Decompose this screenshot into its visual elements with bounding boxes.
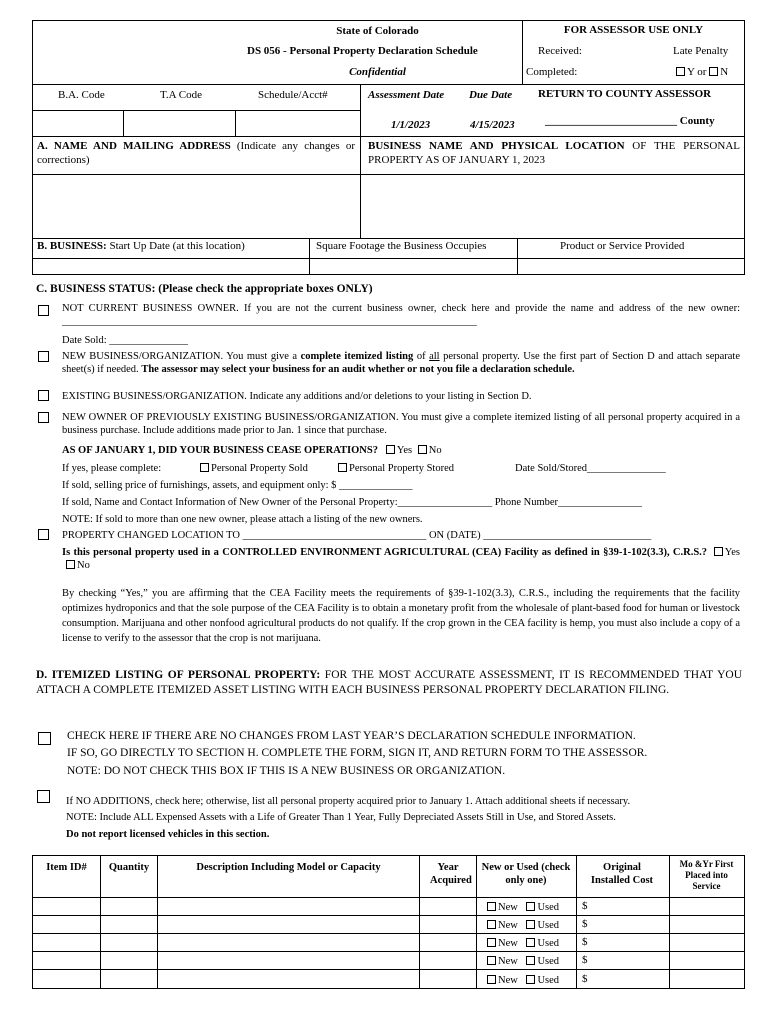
new-checkbox[interactable]	[487, 956, 496, 965]
cea-yes-checkbox[interactable]	[714, 547, 723, 556]
no-additions-checkbox[interactable]	[37, 790, 50, 803]
used-checkbox[interactable]	[526, 975, 535, 984]
start-up-date-field[interactable]	[33, 259, 308, 273]
used-checkbox[interactable]	[526, 920, 535, 929]
used-checkbox[interactable]	[526, 938, 535, 947]
return-to-label: RETURN TO COUNTY ASSESSOR	[538, 88, 712, 100]
property-changed-checkbox[interactable]	[38, 529, 49, 540]
product-service-label: Product or Service Provided	[560, 240, 685, 252]
not-current-owner-checkbox[interactable]	[38, 305, 49, 316]
cease-no-checkbox[interactable]	[418, 445, 427, 454]
received-label: Received:	[538, 45, 582, 57]
no-additions-text: If NO ADDITIONS, check here; otherwise, list all personal property acquired prior to January 1. Attach additional sheets if necessary. NOTE: Include ALL Expensed Assets with a Life of Greater Than 1 Year, Fully Depreciated Assets Still in Use, and Stored Assets. Do not report licensed vehicles in this section.	[66, 796, 631, 840]
new-owner-info-line[interactable]: If sold, Name and Contact Information of New Owner of the Personal Property:__________________ Phone Number________________	[62, 497, 643, 508]
new-checkbox[interactable]	[487, 920, 496, 929]
county-line[interactable]: ________________________ County	[545, 115, 715, 127]
new-checkbox[interactable]	[487, 975, 496, 984]
col-placed-service: Mo &Yr First Placed into Service	[679, 859, 734, 891]
section-d-title: D. ITEMIZED LISTING OF PERSONAL PROPERTY: FOR THE MOST ACCURATE ASSESSMENT, IT IS RECOMMENDED THAT YOU ATTACH A COMPLETE ITEMIZED ASSET LISTING WITH EACH BUSINESS PERSONAL PROPERTY DECLARATION FILING.	[36, 669, 743, 696]
late-penalty-label: Late Penalty	[673, 45, 729, 57]
pp-stored-option: Personal Property Stored	[338, 462, 454, 475]
due-date-value: 4/15/2023	[470, 119, 515, 131]
assessor-use-title: FOR ASSESSOR USE ONLY	[563, 24, 704, 36]
business-location-title: BUSINESS NAME AND PHYSICAL LOCATION OF THE PERSONAL PROPERTY AS OF JANUARY 1, 2023	[368, 140, 740, 166]
cea-question: Is this personal property used in a CONTROLLED ENVIRONMENT AGRICULTURAL (CEA) Facility as defined in §39-1-102(3.3), C.R.S.? Yes No	[62, 547, 740, 572]
square-footage-field[interactable]	[310, 259, 516, 273]
new-used-options: New Used	[487, 919, 559, 932]
note-sold: NOTE: If sold to more than one new owner, please attach a listing of the new owners.	[62, 514, 423, 525]
new-used-options: New Used	[487, 974, 559, 987]
new-used-options: New Used	[487, 937, 559, 950]
section-a-title: A. NAME AND MAILING ADDRESS (Indicate any changes or corrections)	[37, 140, 355, 166]
existing-business-text: EXISTING BUSINESS/ORGANIZATION. Indicate any additions and/or deletions to your listing in Section D.	[62, 391, 532, 402]
col-description: Description Including Model or Capacity	[196, 862, 381, 873]
new-business-text: NEW BUSINESS/ORGANIZATION. You must give a complete itemized listing of all personal property. Use the first part of Section D and attach separate sheet(s) if needed. The assessor may select your business for an audit whether or not you file a declaration schedule.	[62, 351, 740, 376]
new-used-options: New Used	[487, 955, 559, 968]
col-year-acquired: Year Acquired	[430, 862, 472, 887]
date-sold-line: Date Sold: _______________	[62, 335, 188, 346]
due-date-label: Due Date	[469, 89, 513, 101]
used-checkbox[interactable]	[526, 956, 535, 965]
pp-sold-option: Personal Property Sold	[200, 462, 308, 475]
cost-dollar: $	[582, 918, 588, 930]
cea-paragraph: By checking “Yes,” you are affirming that the CEA Facility meets the requirements of §39-1-102(3.3), C.R.S., including the requirements that the facility optimizes hydroponics and that the sole purpose of the CEA Facility is to obtain a monetary profit from the wholesale of plant-based food for human or livestock consumption. Marijuana and other nonfood agricultural products do not qualify. If the crop grown in the CEA facility is hemp, you must also include a copy of a license to verify to the assessor that the crop is not marijuana.	[62, 588, 740, 644]
no-checkbox[interactable]	[709, 67, 718, 76]
if-yes-label: If yes, please complete:	[62, 463, 162, 474]
no-changes-checkbox[interactable]	[38, 732, 51, 745]
mailing-address-field[interactable]	[33, 175, 359, 237]
new-used-options: New Used	[487, 901, 559, 914]
start-up-label: B. BUSINESS: Start Up Date (at this location)	[37, 240, 245, 252]
cost-dollar: $	[582, 900, 588, 912]
cease-operations-row: AS OF JANUARY 1, DID YOUR BUSINESS CEASE OPERATIONS? Yes No	[62, 445, 442, 456]
cea-no-checkbox[interactable]	[66, 560, 75, 569]
existing-business-checkbox[interactable]	[38, 390, 49, 401]
state-title: State of Colorado	[336, 25, 419, 37]
yes-checkbox[interactable]	[676, 67, 685, 76]
used-checkbox[interactable]	[526, 902, 535, 911]
selling-price-line[interactable]: If sold, selling price of furnishings, assets, and equipment only: $ ______________	[62, 480, 413, 491]
product-service-field[interactable]	[518, 259, 743, 273]
assessment-date-value: 1/1/2023	[391, 119, 431, 131]
pp-stored-checkbox[interactable]	[338, 463, 347, 472]
completed-label: Completed:	[526, 66, 578, 78]
ta-code-label: T.A Code	[160, 89, 202, 101]
physical-location-field[interactable]	[361, 175, 743, 237]
new-checkbox[interactable]	[487, 902, 496, 911]
cost-dollar: $	[582, 936, 588, 948]
new-business-checkbox[interactable]	[38, 351, 49, 362]
cease-yes-checkbox[interactable]	[386, 445, 395, 454]
form-title: DS 056 - Personal Property Declaration Schedule	[247, 45, 478, 57]
late-penalty-yn: Y or N	[676, 66, 728, 80]
col-original-cost: Original Installed Cost	[590, 862, 654, 887]
new-checkbox[interactable]	[487, 938, 496, 947]
not-current-owner-text: NOT CURRENT BUSINESS OWNER. If you are not the current business owner, check here and provide the name and address of the new owner: _______________________________________________________________________________	[62, 303, 740, 328]
new-owner-text: NEW OWNER OF PREVIOUSLY EXISTING BUSINESS/ORGANIZATION. You must give a complete itemized listing of all personal property acquired in a business purchase. Include additions made prior to Jan. 1 since that purchase.	[62, 412, 740, 437]
col-quantity: Quantity	[108, 862, 150, 873]
assessment-date-label: Assessment Date	[368, 89, 445, 101]
cost-dollar: $	[582, 973, 588, 985]
cost-dollar: $	[582, 954, 588, 966]
new-owner-checkbox[interactable]	[38, 412, 49, 423]
schedule-acct-label: Schedule/Acct#	[258, 89, 328, 101]
confidential-label: Confidential	[349, 66, 406, 78]
date-sold-stored[interactable]: Date Sold/Stored_______________	[515, 463, 666, 474]
section-c-title: C. BUSINESS STATUS: (Please check the appropriate boxes ONLY)	[36, 283, 373, 295]
col-item-id: Item ID#	[46, 862, 87, 873]
col-new-used: New or Used (check only one)	[481, 862, 571, 887]
property-changed-line[interactable]: PROPERTY CHANGED LOCATION TO ___________________________________ ON (DATE) ________________________________	[62, 530, 652, 541]
ba-code-label: B.A. Code	[58, 89, 105, 101]
square-footage-label: Square Footage the Business Occupies	[316, 240, 487, 252]
no-changes-text: CHECK HERE IF THERE ARE NO CHANGES FROM LAST YEAR’S DECLARATION SCHEDULE INFORMATION. IF SO, GO DIRECTLY TO SECTION H. COMPLETE THE FORM, SIGN IT, AND RETURN FORM TO THE ASSESSOR. NOTE: DO NOT CHECK THIS BOX IF THIS IS A NEW BUSINESS OR ORGANIZATION.	[67, 730, 648, 777]
pp-sold-checkbox[interactable]	[200, 463, 209, 472]
